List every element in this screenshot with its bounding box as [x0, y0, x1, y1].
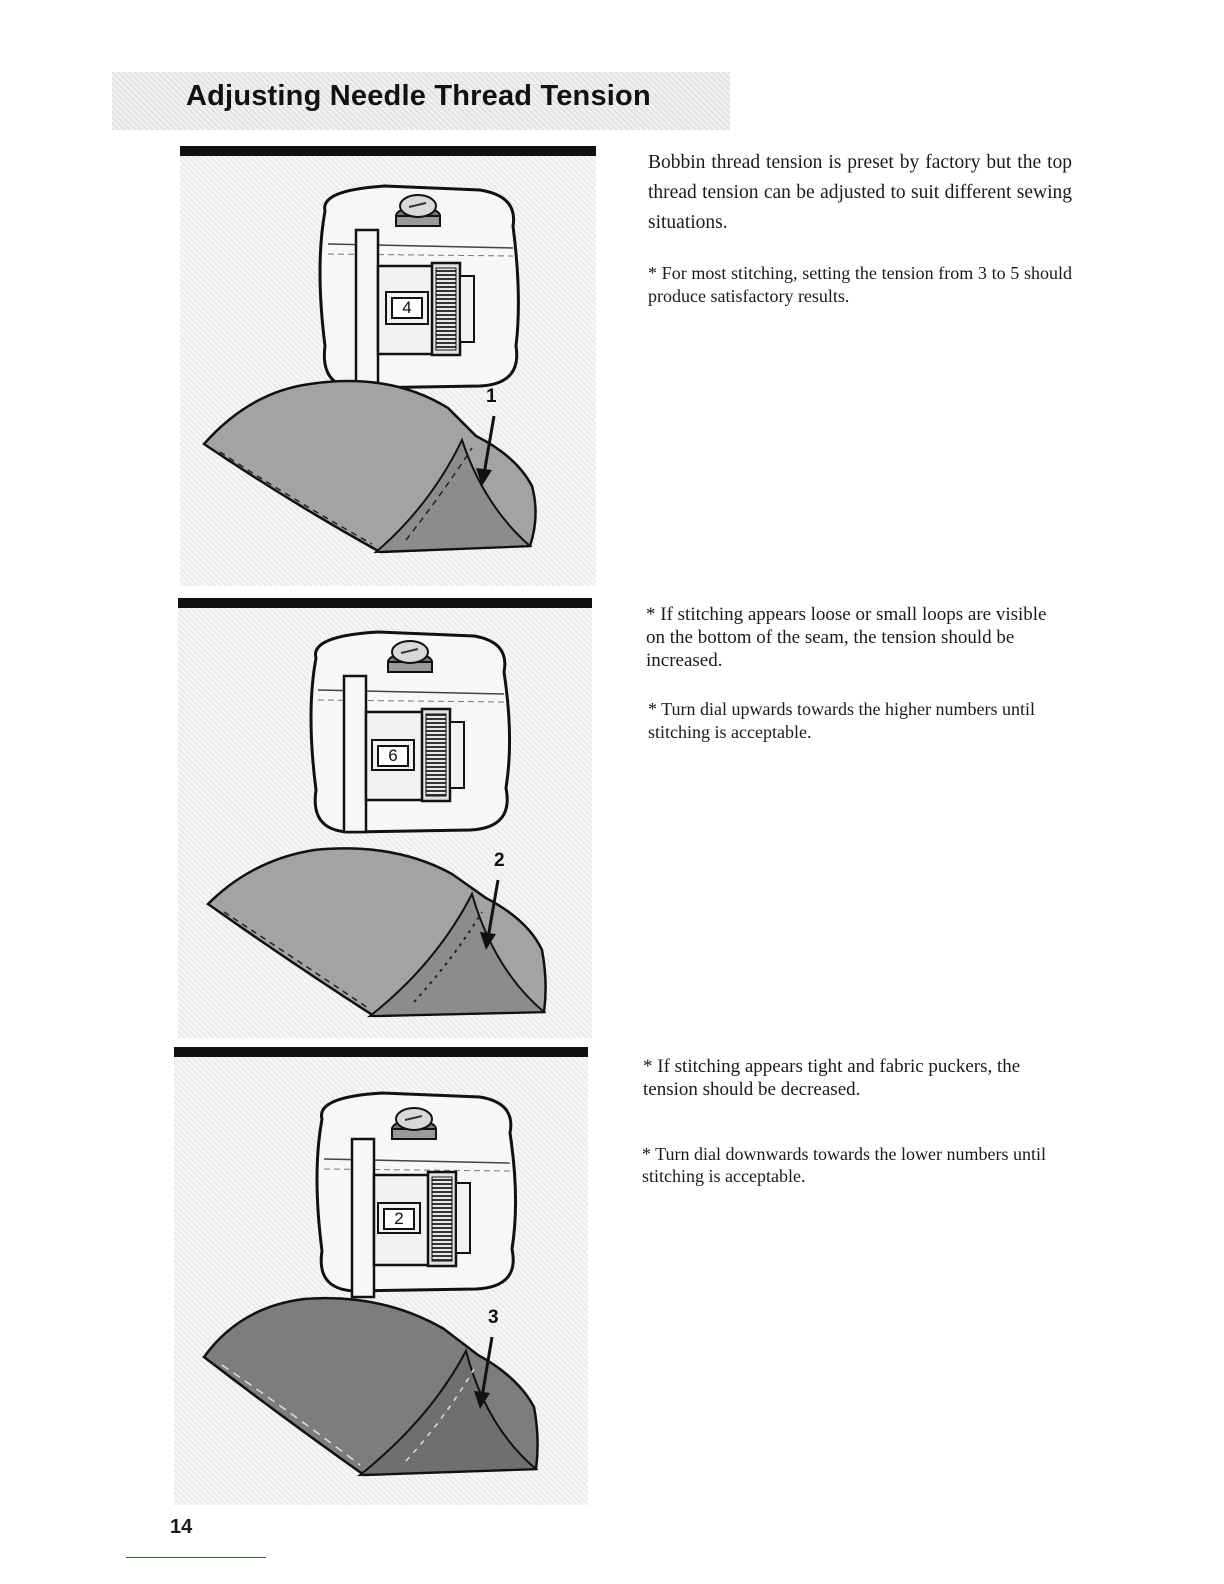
intro-paragraph — [648, 148, 1072, 238]
note-text: * For most stitching, setting the tension from 3 to 5 should produce satisfactory results. — [648, 263, 1072, 306]
note-tight-stitching — [643, 1055, 1067, 1101]
figure-panel-2 — [178, 598, 592, 1038]
note-text: * If stitching appears tight and fabric puckers, the tension should be decreased. — [643, 1056, 1021, 1100]
figure-panel-3 — [174, 1047, 588, 1505]
callout-number: 1 — [486, 386, 497, 407]
tension-dial-illustration-1 — [180, 146, 596, 586]
callout-number: 3 — [488, 1307, 499, 1328]
intro-text: Bobbin thread tension is preset by factory but the top thread tension can be adjusted to suit different sewing situations. — [648, 152, 1072, 233]
note-loose-stitching — [646, 603, 1070, 672]
dial-value-label: 2 — [394, 1209, 404, 1228]
note-text: * If stitching appears loose or small loops are visible on the bottom of the seam, the tension should be increased. — [646, 604, 1047, 671]
footer-rule — [126, 1557, 266, 1558]
dial-value-label: 6 — [388, 746, 398, 765]
tension-dial-illustration-3 — [174, 1047, 588, 1505]
dial-value-label: 4 — [402, 298, 412, 317]
note-standard-tension — [648, 262, 1072, 308]
note-text: * Turn dial downwards towards the lower numbers until stitching is acceptable. — [642, 1144, 1046, 1186]
tension-dial-illustration-2 — [178, 598, 592, 1038]
callout-number: 2 — [494, 850, 505, 871]
note-text: * Turn dial upwards towards the higher numbers until stitching is acceptable. — [648, 699, 1035, 742]
note-turn-dial-up — [648, 698, 1072, 744]
page-title: Adjusting Needle Thread Tension — [186, 80, 651, 112]
note-turn-dial-down — [642, 1143, 1066, 1187]
figure-panel-1 — [180, 146, 596, 586]
page-number: 14 — [170, 1516, 193, 1538]
